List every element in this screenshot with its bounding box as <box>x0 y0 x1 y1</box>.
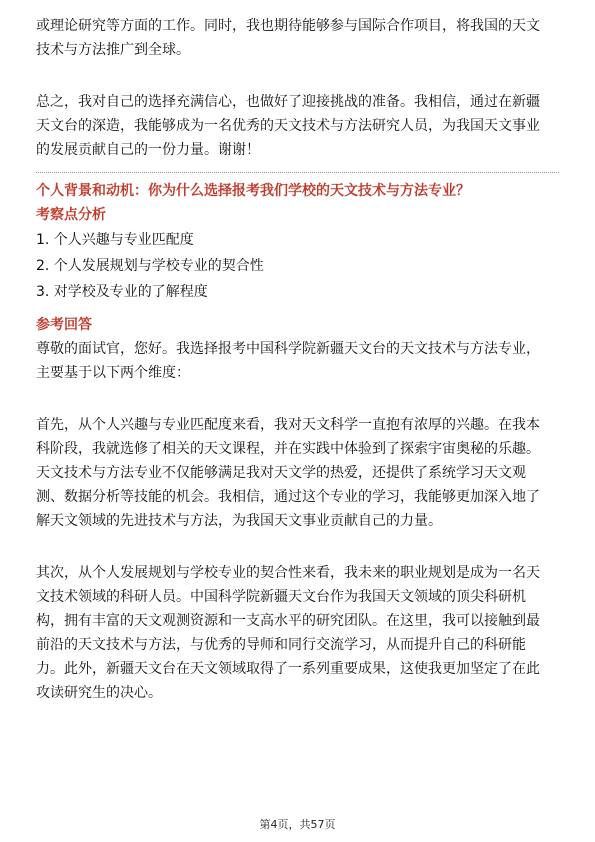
answer-paragraph-2 <box>36 413 559 533</box>
page-footer: 第4页，共57页 <box>259 818 336 831</box>
question-heading: 个人背景和动机：你为什么选择报考我们学校的天文技术与方法专业？ <box>36 183 470 199</box>
text-line: 其次，从个人发展规划与学校专业的契合性来看，我未来的职业规划是成为一名天 <box>36 565 540 581</box>
text-line: 前沿的天文技术与方法，与优秀的导师和同行交流学习，从而提升自己的科研能 <box>36 637 526 653</box>
answer-paragraph-3 <box>36 561 559 705</box>
list-item: 2. 个人发展规划与学校专业的契合性 <box>36 258 264 274</box>
analysis-heading: 考察点分析 <box>36 207 106 223</box>
text-line: 天文技术与方法专业不仅能够满足我对天文学的热爱，还提供了系统学习天文观 <box>36 465 526 481</box>
text-line: 力。此外，新疆天文台在天文领域取得了一系列重要成果，这使我更加坚定了在此 <box>36 661 540 677</box>
text-line: 尊敬的面试官，您好。我选择报考中国科学院新疆天文台的天文技术与方法专业， <box>36 341 540 357</box>
analysis-list <box>36 227 559 305</box>
text-line: 天文台的深造，我能够成为一名优秀的天文技术与方法研究人员，为我国天文事业 <box>36 118 540 134</box>
text-line: 攻读研究生的决心。 <box>36 685 162 701</box>
text-line: 首先，从个人兴趣与专业匹配度来看，我对天文科学一直抱有浓厚的兴趣。在我本 <box>36 417 540 433</box>
list-item: 1. 个人兴趣与专业匹配度 <box>36 232 194 248</box>
text-line: 主要基于以下两个维度： <box>36 365 190 381</box>
intro-continuation-paragraph <box>36 14 559 62</box>
answer-heading: 参考回答 <box>36 317 92 333</box>
text-line: 测、数据分析等技能的机会。我相信，通过这个专业的学习，我能够更加深入地了 <box>36 489 540 505</box>
text-line: 科阶段，我就选修了相关的天文课程，并在实践中体验到了探索宇宙奥秘的乐趣。 <box>36 441 540 457</box>
section-divider <box>36 172 559 173</box>
list-item: 3. 对学校及专业的了解程度 <box>36 284 208 300</box>
text-line: 解天文领域的先进技术与方法，为我国天文事业贡献自己的力量。 <box>36 513 442 529</box>
text-line: 技术与方法推广到全球。 <box>36 42 190 58</box>
page-content <box>36 14 559 705</box>
text-line: 文技术领域的科研人员。中国科学院新疆天文台作为我国天文领域的顶尖科研机 <box>36 589 526 605</box>
answer-paragraph-1 <box>36 337 559 385</box>
text-line: 的发展贡献自己的一份力量。谢谢！ <box>36 142 260 158</box>
text-line: 或理论研究等方面的工作。同时，我也期待能够参与国际合作项目，将我国的天文 <box>36 18 540 34</box>
text-line: 总之，我对自己的选择充满信心，也做好了迎接挑战的准备。我相信，通过在新疆 <box>36 94 540 110</box>
text-line: 构，拥有丰富的天文观测资源和一支高水平的研究团队。在这里，我可以接触到最 <box>36 613 540 629</box>
conclusion-paragraph <box>36 90 559 162</box>
